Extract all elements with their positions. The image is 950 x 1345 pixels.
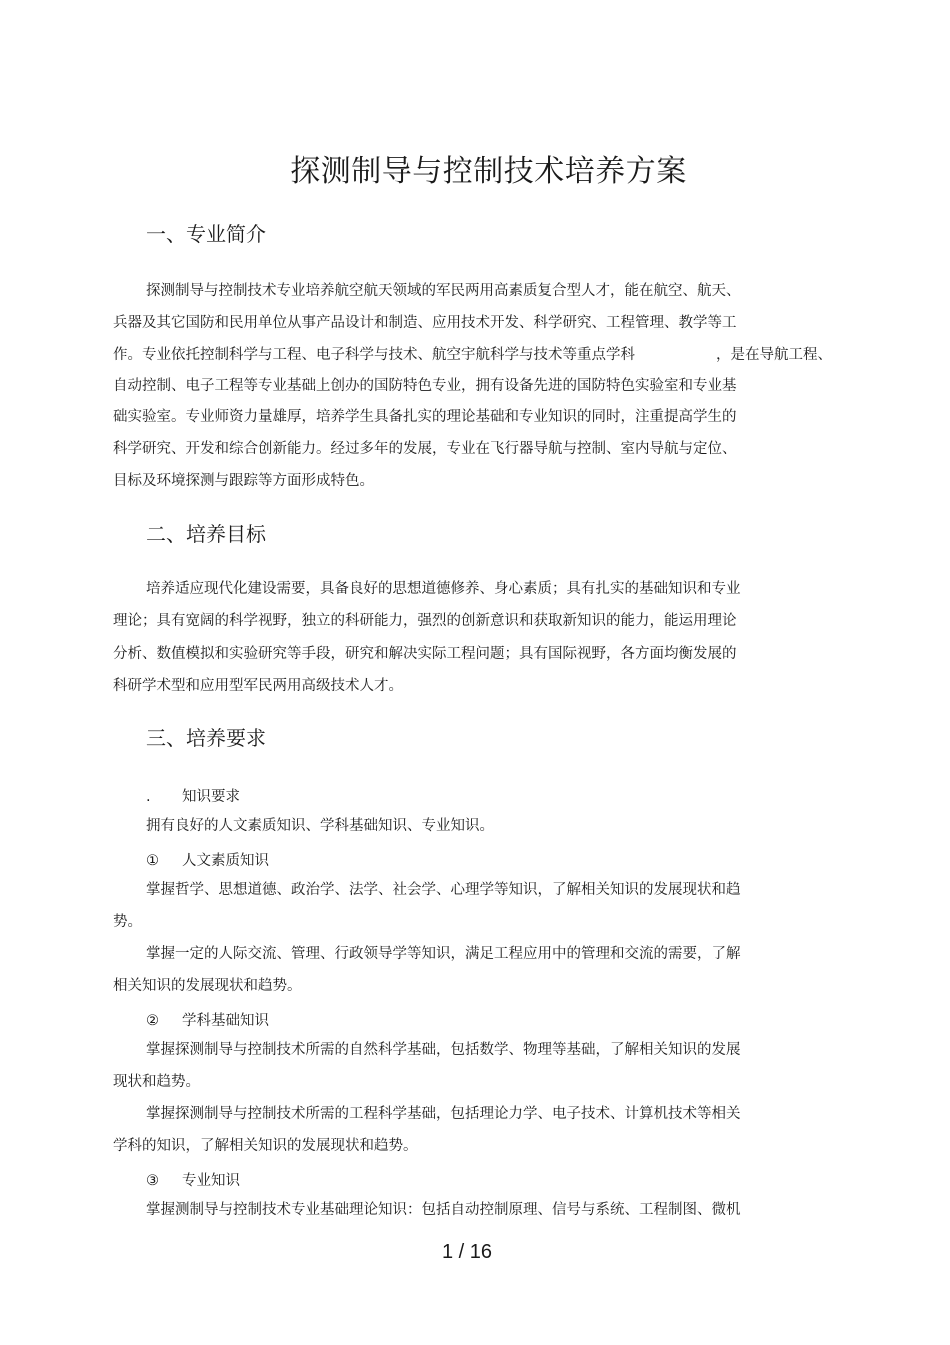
paragraph-line: 拥有良好的人文素质知识、学科基础知识、专业知识。 <box>146 818 494 834</box>
item-professional <box>146 1169 240 1190</box>
paragraph-line: 学科的知识，了解相关知识的发展现状和趋势。 <box>113 1138 418 1154</box>
paragraph-line: 掌握哲学、思想道德、政治学、法学、社会学、心理学等知识，了解相关知识的发展现状和趋 <box>146 882 741 898</box>
paragraph-line: 兵器及其它国防和民用单位从事产品设计和制造、应用技术开发、科学研究、工程管理、教学等工 <box>113 315 737 331</box>
item-discipline-basics <box>146 1009 269 1030</box>
subsection-title: 知识要求 <box>182 789 240 805</box>
paragraph-line: 势。 <box>113 914 142 930</box>
subsection-knowledge <box>146 785 240 806</box>
section-heading-intro: 一、专业简介 <box>146 222 266 246</box>
page-number: 1 / 16 <box>441 1241 493 1263</box>
paragraph-line: 探测制导与控制技术专业培养航空航天领域的军民两用高素质复合型人才，能在航空、航天、 <box>146 283 741 299</box>
item-title: 学科基础知识 <box>182 1013 269 1029</box>
paragraph-line: 自动控制、电子工程等专业基础上创办的国防特色专业，拥有设备先进的国防特色实验室和专业基 <box>113 378 737 394</box>
paragraph-line: 掌握探测制导与控制技术所需的工程科学基础，包括理论力学、电子技术、计算机技术等相关 <box>146 1106 741 1122</box>
paragraph-line: 相关知识的发展现状和趋势。 <box>113 978 302 994</box>
paragraph-line: 培养适应现代化建设需要，具备良好的思想道德修养、身心素质；具有扎实的基础知识和专业 <box>146 581 741 597</box>
document-title: 探测制导与控制技术培养方案 <box>290 154 687 189</box>
paragraph-line: ，是在导航工程、 <box>716 347 832 363</box>
paragraph-line: 现状和趋势。 <box>113 1074 200 1090</box>
paragraph-line: 作。专业依托控制科学与工程、电子科学与技术、航空宇航科学与技术等重点学科 <box>113 347 635 363</box>
item-marker: ③ <box>146 1173 159 1189</box>
paragraph-line: 掌握探测制导与控制技术所需的自然科学基础，包括数学、物理等基础，了解相关知识的发展 <box>146 1042 741 1058</box>
paragraph-line: 科研学术型和应用型军民两用高级技术人才。 <box>113 678 403 694</box>
paragraph-line: 科学研究、开发和综合创新能力。经过多年的发展，专业在飞行器导航与控制、室内导航与定位、 <box>113 441 737 457</box>
item-title: 专业知识 <box>182 1173 240 1189</box>
item-marker: ② <box>146 1013 159 1029</box>
item-title: 人文素质知识 <box>182 853 269 869</box>
item-humanities <box>146 849 269 870</box>
paragraph-line: 理论；具有宽阔的科学视野，独立的科研能力，强烈的创新意识和获取新知识的能力，能运用理论 <box>113 613 737 629</box>
paragraph-line: 分析、数值模拟和实验研究等手段，研究和解决实际工程问题；具有国际视野，各方面均衡发展的 <box>113 646 737 662</box>
paragraph-line: 掌握测制导与控制技术专业基础理论知识：包括自动控制原理、信号与系统、工程制图、微机 <box>146 1202 741 1218</box>
section-heading-goals: 二、培养目标 <box>146 522 266 546</box>
paragraph-line: 掌握一定的人际交流、管理、行政领导学等知识，满足工程应用中的管理和交流的需要，了解 <box>146 946 741 962</box>
paragraph-line: 目标及环境探测与跟踪等方面形成特色。 <box>113 473 374 489</box>
section-heading-requirements: 三、培养要求 <box>146 726 266 750</box>
item-marker: ① <box>146 853 159 869</box>
paragraph-line: 础实验室。专业师资力量雄厚，培养学生具备扎实的理论基础和专业知识的同时，注重提高学生的 <box>113 409 737 425</box>
subsection-marker: . <box>146 789 151 805</box>
